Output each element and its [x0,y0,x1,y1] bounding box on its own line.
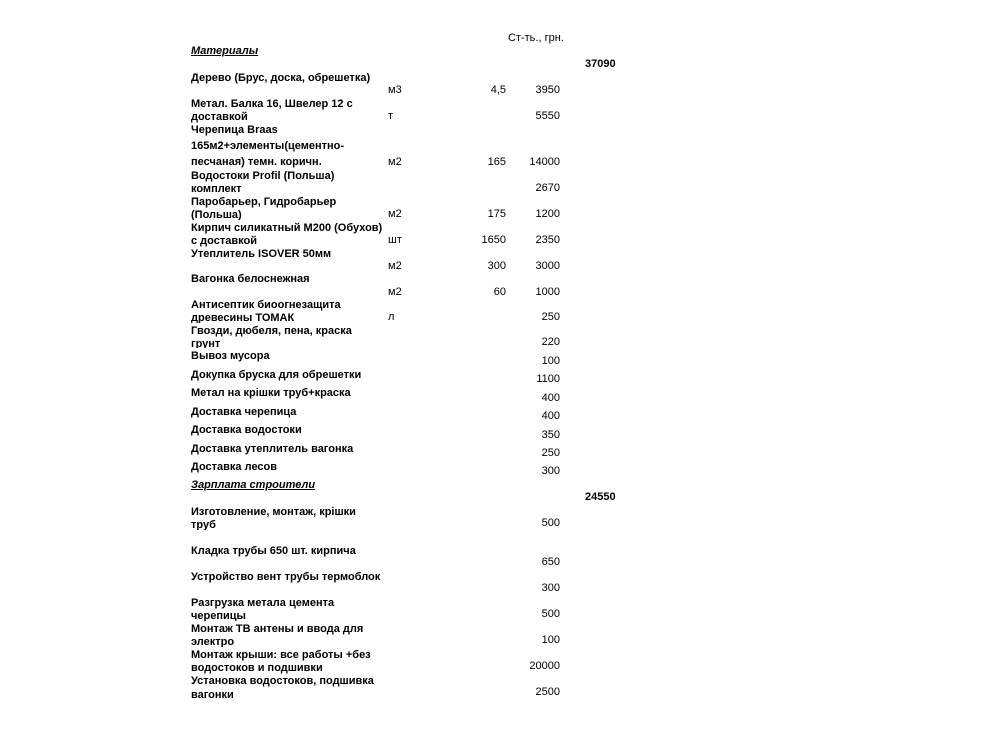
material-qty: 165 [487,156,506,168]
labor-name: электро [191,636,235,647]
material-cost: 3950 [535,84,560,96]
material-cost: 14000 [529,156,560,168]
material-unit: шт [388,234,402,246]
material-qty: 300 [487,260,506,272]
material-name: Черепица Braas [191,124,278,136]
material-name: Кирпич силикатный М200 (Обухов) [191,222,383,234]
labor-name: труб [191,519,216,530]
labor-name: Монтаж крыши: все работы +без [191,649,371,661]
material-name: с доставкой [191,235,257,247]
material-name: Паробарьер, Гидробарьер [191,196,337,208]
material-name: Дерево (Брус, доска, обрешетка) [191,72,371,84]
material-unit: м2 [388,156,402,168]
labor-name: Кладка трубы 650 шт. кирпича [191,545,356,557]
labor-section-title: Зарплата строители [191,479,316,491]
labor-cost: 650 [541,556,560,568]
material-name: Водостоки Profil (Польша) [191,170,335,182]
material-name: комплект [191,183,242,195]
material-cost: 400 [541,392,560,404]
labor-total: 24550 [585,491,616,503]
labor-name: черепицы [191,610,246,621]
material-cost: 250 [541,447,560,459]
material-name: Вагонка белоснежная [191,273,310,285]
material-cost: 2670 [535,182,560,194]
material-cost: 1200 [535,208,560,220]
labor-name: Установка водостоков, подшивка [191,675,374,687]
material-name: Доставка водостоки [191,424,302,436]
material-name: Докупка бруска для обрешетки [191,369,362,381]
material-name: Доставка лесов [191,461,278,473]
material-name: Гвозди, дюбеля, пена, краска [191,325,352,337]
labor-cost: 300 [541,582,560,594]
labor-cost: 100 [541,634,560,646]
labor-name: Устройство вент трубы термоблок [191,571,381,583]
material-cost: 350 [541,429,560,441]
labor-cost: 500 [541,517,560,529]
material-name: Доставка утеплитель вагонка [191,443,354,455]
labor-cost: 20000 [529,660,560,672]
material-cost: 1000 [535,286,560,298]
labor-cost: 2500 [535,686,560,698]
materials-total: 37090 [585,58,616,70]
material-name: Метал на крішки труб+краска [191,387,351,399]
material-name: древесины ТОМАК [191,312,295,323]
labor-name: водостоков и подшивки [191,662,323,674]
labor-name: Изготовление, монтаж, крішки [191,506,356,518]
material-unit: м2 [388,260,402,272]
material-name: Антисептик биоогнезащита [191,299,341,311]
labor-cost: 500 [541,608,560,620]
material-qty: 60 [493,286,506,298]
labor-name: Разгрузка метала цемента [191,597,335,609]
labor-name: вагонки [191,689,234,701]
material-unit: л [388,311,395,323]
material-cost: 3000 [535,260,560,272]
material-qty: 175 [487,208,506,220]
materials-section-title: Материалы [191,45,259,57]
material-cost: 400 [541,410,560,422]
material-name: Вывоз мусора [191,350,270,362]
material-name: 165м2+элементы(цементно- [191,140,345,152]
material-qty: 4,5 [490,84,506,96]
material-name: (Польша) [191,209,242,220]
material-unit: м2 [388,208,402,220]
material-cost: 220 [541,336,560,348]
material-cost: 1100 [536,373,560,385]
material-name: песчаная) темн. коричн. [191,156,322,168]
material-unit: м3 [388,84,402,96]
material-cost: 100 [541,355,560,367]
material-name: Метал. Балка 16, Швелер 12 с [191,98,353,110]
material-cost: 2350 [535,234,560,246]
material-cost: 250 [541,311,560,323]
material-cost: 5550 [535,110,560,122]
labor-name: Монтаж ТВ антены и ввода для [191,623,364,635]
material-name: доставкой [191,111,248,123]
material-name: грунт [191,338,221,348]
material-qty: 1650 [481,234,506,246]
material-name: Доставка черепица [191,406,297,418]
material-cost: 300 [541,465,560,477]
material-name: Утеплитель ISOVER 50мм [191,248,332,260]
material-unit: м2 [388,286,402,298]
cost-column-header: Ст-ть., грн. [508,32,564,44]
material-unit: т [388,110,394,122]
